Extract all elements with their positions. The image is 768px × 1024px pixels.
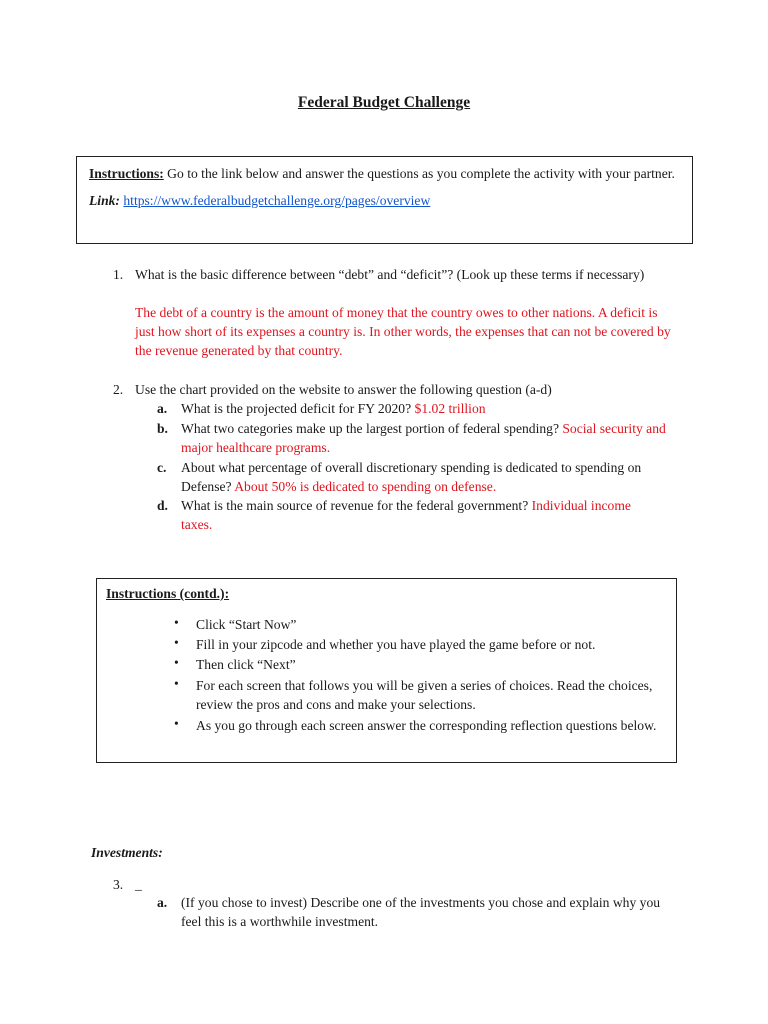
instructions-contd-box: [96, 578, 677, 763]
bullet-icon: •: [174, 676, 179, 691]
question-2-text: Use the chart provided on the website to answer the following question (a-d): [135, 382, 552, 397]
question-1-text: What is the basic difference between “debt” and “deficit”? (Look up these terms if necessary): [135, 267, 645, 282]
link-line: [89, 191, 680, 210]
question-3-text: _: [135, 877, 142, 892]
bullet-item-5: As you go through each screen answer the corresponding reflection questions below.: [196, 718, 657, 733]
question-3a-label: a.: [157, 895, 168, 910]
question-2c-label: c.: [157, 460, 167, 475]
question-2b-body: [181, 419, 671, 457]
question-2c-body: [181, 458, 681, 496]
question-3a-text: (If you chose to invest) Describe one of the investments you chose and explain why you feel this is a worthwhile investment.: [181, 895, 661, 929]
question-2b-text: What two categories make up the largest portion of federal spending?: [181, 421, 563, 436]
investments-heading: Investments:: [91, 845, 163, 860]
question-2b-label: b.: [157, 421, 168, 436]
question-2c-answer: About 50% is dedicated to spending on defense.: [234, 479, 497, 494]
question-2d-text: What is the main source of revenue for the federal government?: [181, 498, 532, 513]
question-1-answer: The debt of a country is the amount of money that the country owes to other nations. A deficit is just how short of its expenses a country is. In other words, the expenses that can not be covered by the revenue generated by that country.: [135, 305, 671, 358]
instructions-box: [76, 156, 693, 244]
question-2-number: 2.: [113, 382, 124, 397]
overview-link[interactable]: https://www.federalbudgetchallenge.org/pages/overview: [123, 193, 431, 208]
bullet-icon: •: [174, 615, 179, 630]
instructions-label: Instructions:: [89, 166, 164, 181]
question-2a-body: [181, 399, 681, 418]
question-2a-label: a.: [157, 401, 168, 416]
instructions-paragraph: [89, 164, 680, 183]
question-2a-answer: $1.02 trillion: [414, 401, 486, 416]
bullet-icon: •: [174, 635, 179, 650]
document-title: Federal Budget Challenge: [297, 94, 471, 111]
link-label: Link:: [89, 193, 120, 208]
question-2b-answer: Social security and major healthcare programs.: [181, 421, 666, 455]
question-2c-text: About what percentage of overall discretionary spending is dedicated to spending on Defense?: [181, 460, 642, 494]
question-2d-answer: Individual income taxes.: [181, 498, 631, 532]
question-1-number: 1.: [113, 267, 124, 282]
instructions-contd-label: Instructions (contd.):: [106, 586, 230, 601]
bullet-icon: •: [174, 655, 179, 670]
question-2d-body: [181, 496, 651, 534]
bullet-item-1: Click “Start Now”: [196, 617, 297, 632]
question-3-number: 3.: [113, 877, 124, 892]
bullet-item-3: Then click “Next”: [196, 657, 296, 672]
bullet-item-4: For each screen that follows you will be given a series of choices. Read the choices, review the pros and cons and make your selections.: [196, 678, 653, 712]
question-2d-label: d.: [157, 498, 168, 513]
bullet-item-2: Fill in your zipcode and whether you have played the game before or not.: [196, 637, 596, 652]
question-2a-text: What is the projected deficit for FY 2020?: [181, 401, 415, 416]
instructions-text: Go to the link below and answer the questions as you complete the activity with your partner.: [163, 166, 675, 181]
bullet-icon: •: [174, 716, 179, 731]
